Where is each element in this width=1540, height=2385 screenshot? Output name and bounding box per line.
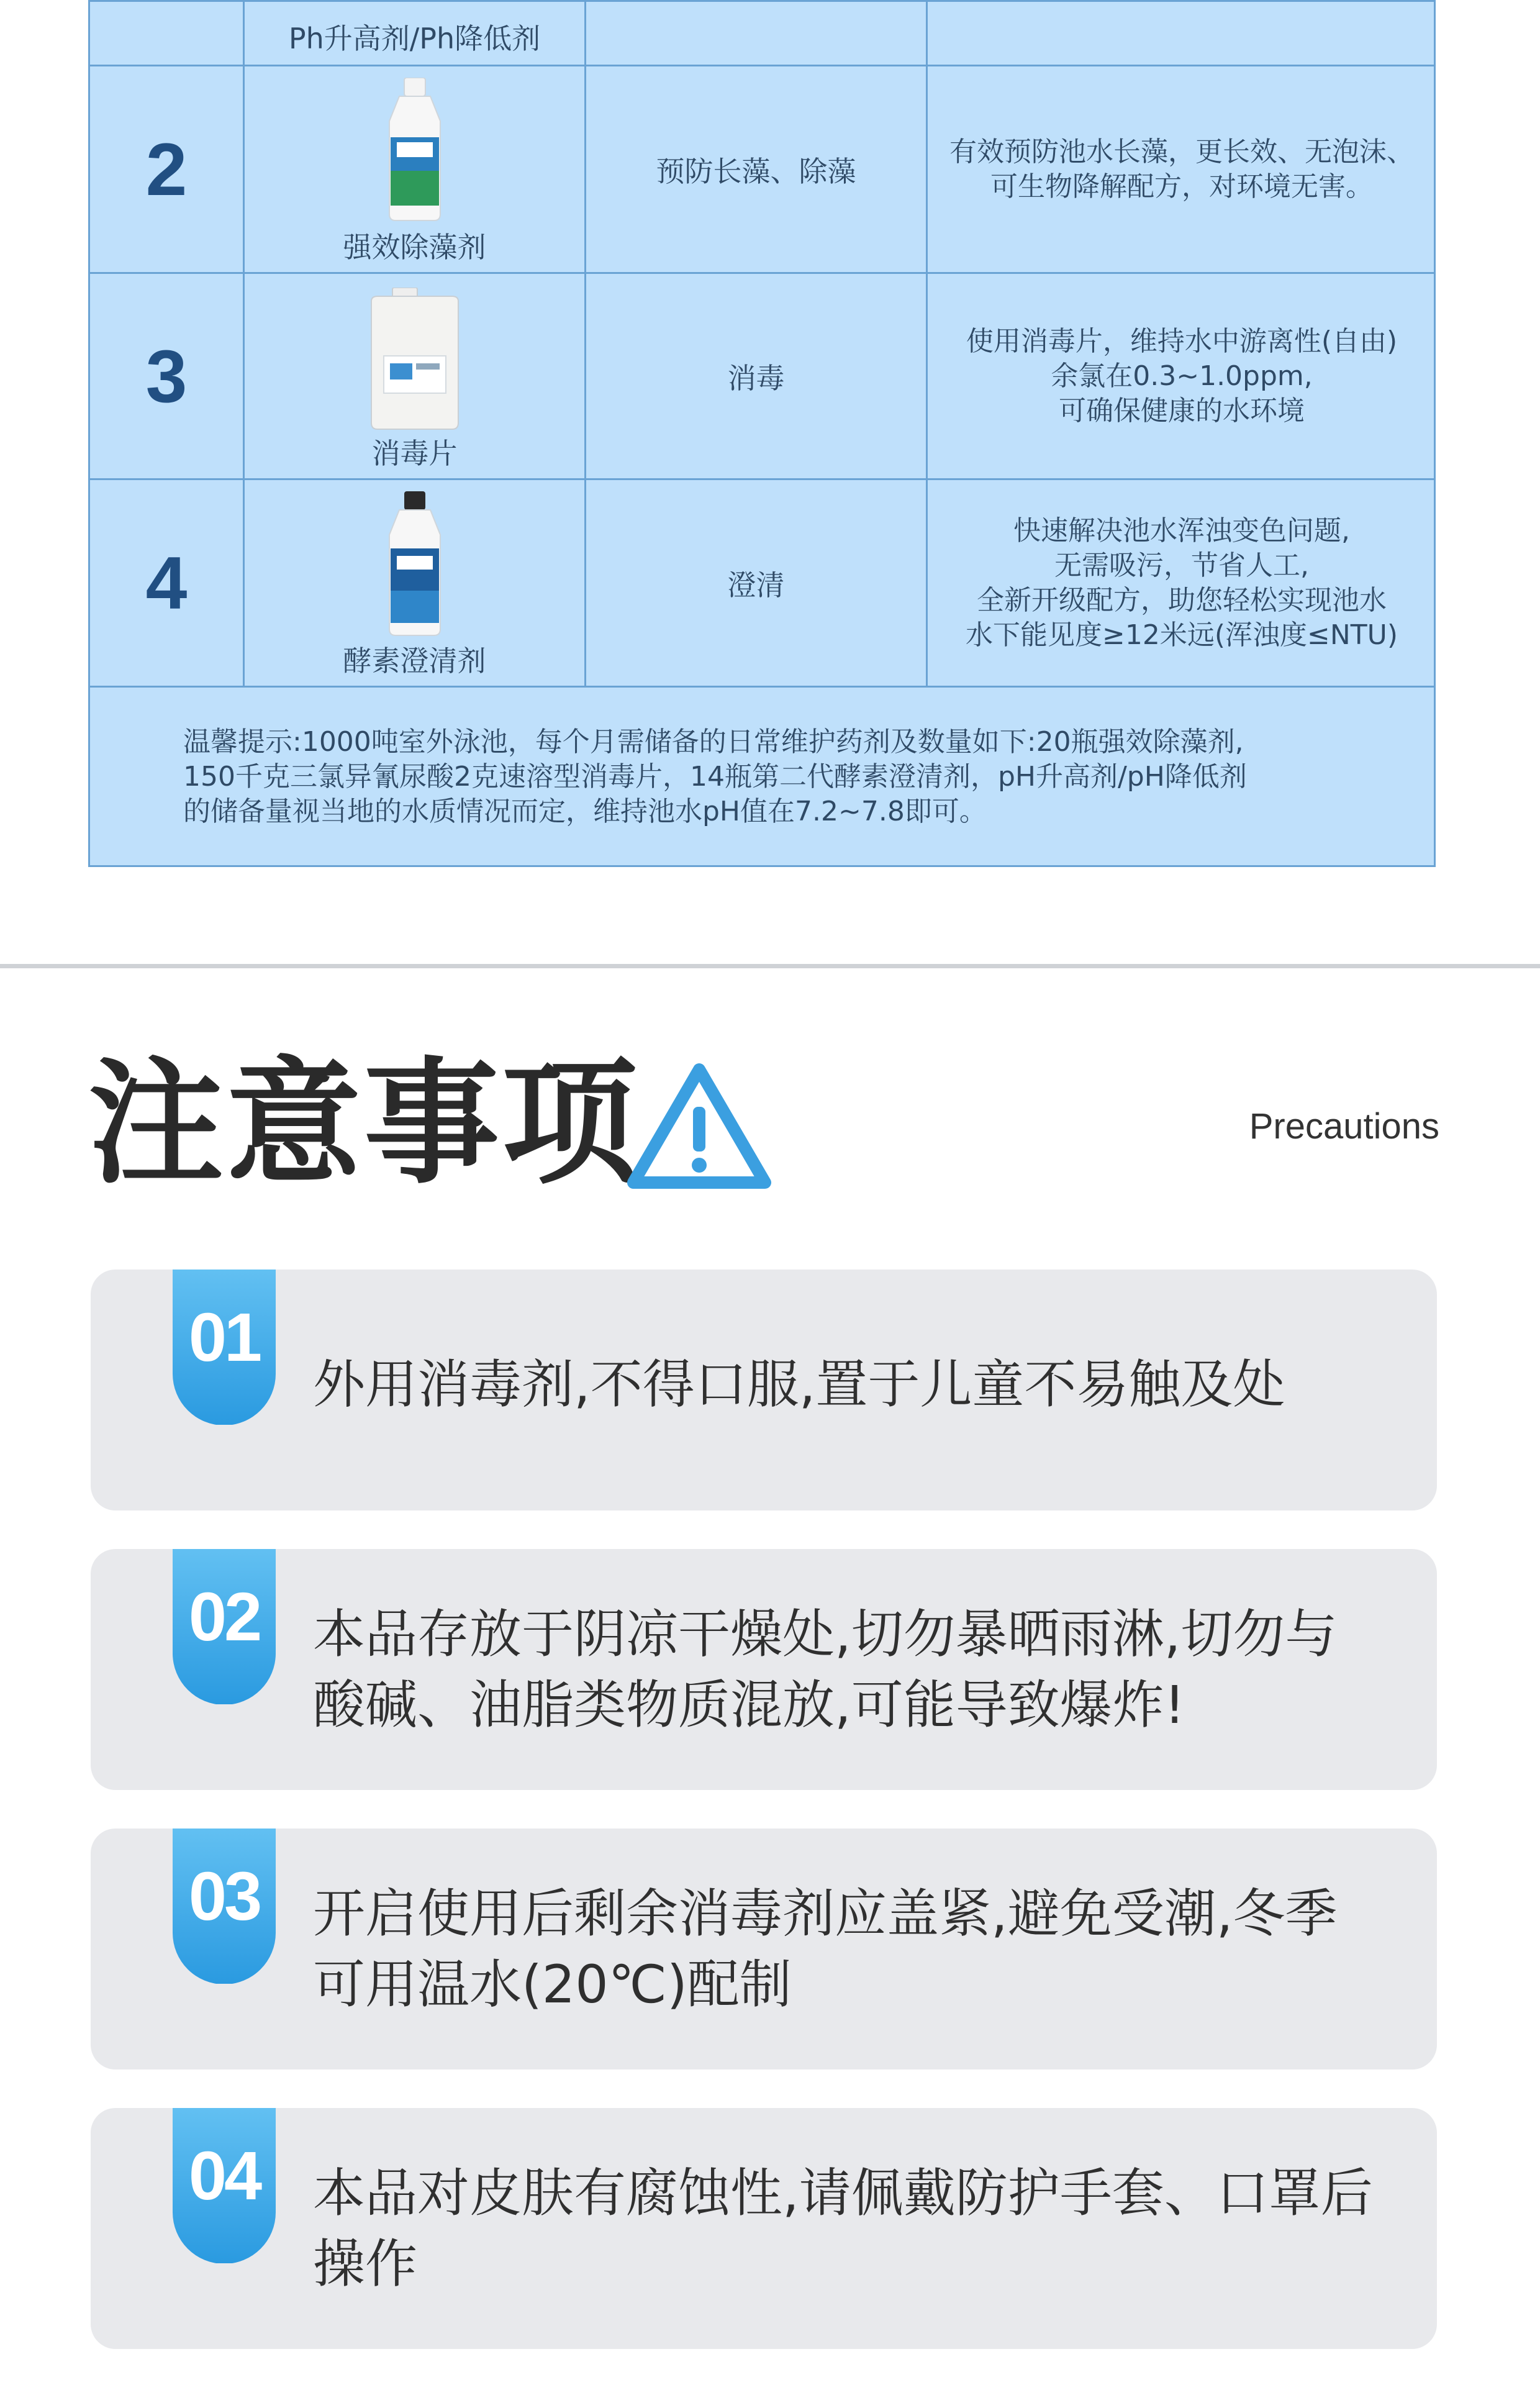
algaecide-bottle-image — [381, 78, 449, 222]
description-cell — [928, 66, 1436, 272]
row-number-cell — [90, 2, 245, 65]
precaution-card — [91, 1828, 1437, 2069]
section-subtitle: Precautions — [1249, 1106, 1439, 1147]
precaution-card — [91, 1270, 1437, 1510]
usage-cell — [586, 66, 928, 272]
number-badge — [173, 1828, 276, 1984]
usage-cell — [586, 2, 928, 65]
usage-cell — [586, 480, 928, 686]
product-cell — [245, 274, 586, 478]
row-number-cell — [90, 480, 245, 686]
description-cell — [928, 480, 1436, 686]
description-text: 快速解决池水浑浊变色问题, 无需吸污，节省人工, 全新开级配方，助您轻松实现池水 水下能见度≥12米远(浑浊度≤NTU) — [965, 514, 1398, 651]
usage-cell — [586, 274, 928, 478]
product-cell — [245, 66, 586, 272]
product-name: 酵素澄清剂 — [343, 644, 486, 678]
warning-triangle-icon — [627, 1062, 771, 1190]
badge-number: 01 — [188, 1299, 260, 1376]
number-badge — [173, 1549, 276, 1704]
precaution-text: 开启使用后剩余消毒剂应盖紧,避免受潮,冬季可用温水(20℃)配制 — [313, 1883, 1338, 2015]
tip-note: 温馨提示:1000吨室外泳池，每个月需储备的日常维护药剂及数量如下:20瓶强效除藻剂, 150千克三氯异氰尿酸2克速溶型消毒片，14瓶第二代酵素澄清剂，pH升高剂/pH降低剂 的储备量视当地的水质情况而定，维持池水pH值在7.2~7.8即可。 — [183, 726, 1247, 827]
precaution-card — [91, 1549, 1437, 1790]
table-row — [90, 480, 1434, 688]
row-number: 4 — [145, 541, 188, 625]
precaution-card — [91, 2108, 1437, 2349]
number-badge — [173, 2108, 276, 2263]
section-divider — [0, 964, 1540, 968]
row-number-cell — [90, 66, 245, 272]
badge-number: 03 — [188, 1858, 260, 1935]
precaution-text: 本品存放于阴凉干燥处,切勿暴晒雨淋,切勿与酸碱、油脂类物质混放,可能导致爆炸! — [313, 1604, 1338, 1735]
precaution-text: 外用消毒剂,不得口服,置于儿童不易触及处 — [313, 1354, 1285, 1415]
product-name: 消毒片 — [371, 437, 458, 470]
precaution-text: 本品对皮肤有腐蚀性,请佩戴防护手套、口罩后操作 — [313, 2163, 1373, 2294]
table-row — [90, 66, 1434, 274]
description-cell — [928, 2, 1436, 65]
product-name: Ph升高剂/Ph降低剂 — [288, 22, 541, 55]
description-text: 有效预防池水长藻，更长效、无泡沫、 可生物降解配方，对环境无害。 — [949, 135, 1414, 202]
usage-text: 澄清 — [727, 568, 785, 602]
product-cell — [245, 2, 586, 65]
badge-number: 02 — [188, 1579, 260, 1655]
clarifier-bottle-image — [381, 491, 449, 637]
usage-text: 预防长藻、除藻 — [656, 154, 856, 188]
product-name: 强效除藻剂 — [343, 230, 486, 264]
usage-text: 消毒 — [727, 361, 785, 395]
badge-number: 04 — [188, 2138, 260, 2214]
description-text: 使用消毒片，维持水中游离性(自由) 余氯在0.3~1.0ppm, 可确保健康的水环境 — [966, 325, 1398, 427]
tablet-bucket-image — [365, 288, 464, 430]
table-row — [90, 274, 1434, 480]
product-table — [88, 0, 1436, 867]
number-badge — [173, 1270, 276, 1425]
table-row — [90, 2, 1434, 66]
row-number: 2 — [145, 127, 188, 211]
description-cell — [928, 274, 1436, 478]
row-number: 3 — [145, 334, 188, 418]
section-title: 注意事项 — [88, 1045, 640, 1202]
product-cell — [245, 480, 586, 686]
row-number-cell — [90, 274, 245, 478]
